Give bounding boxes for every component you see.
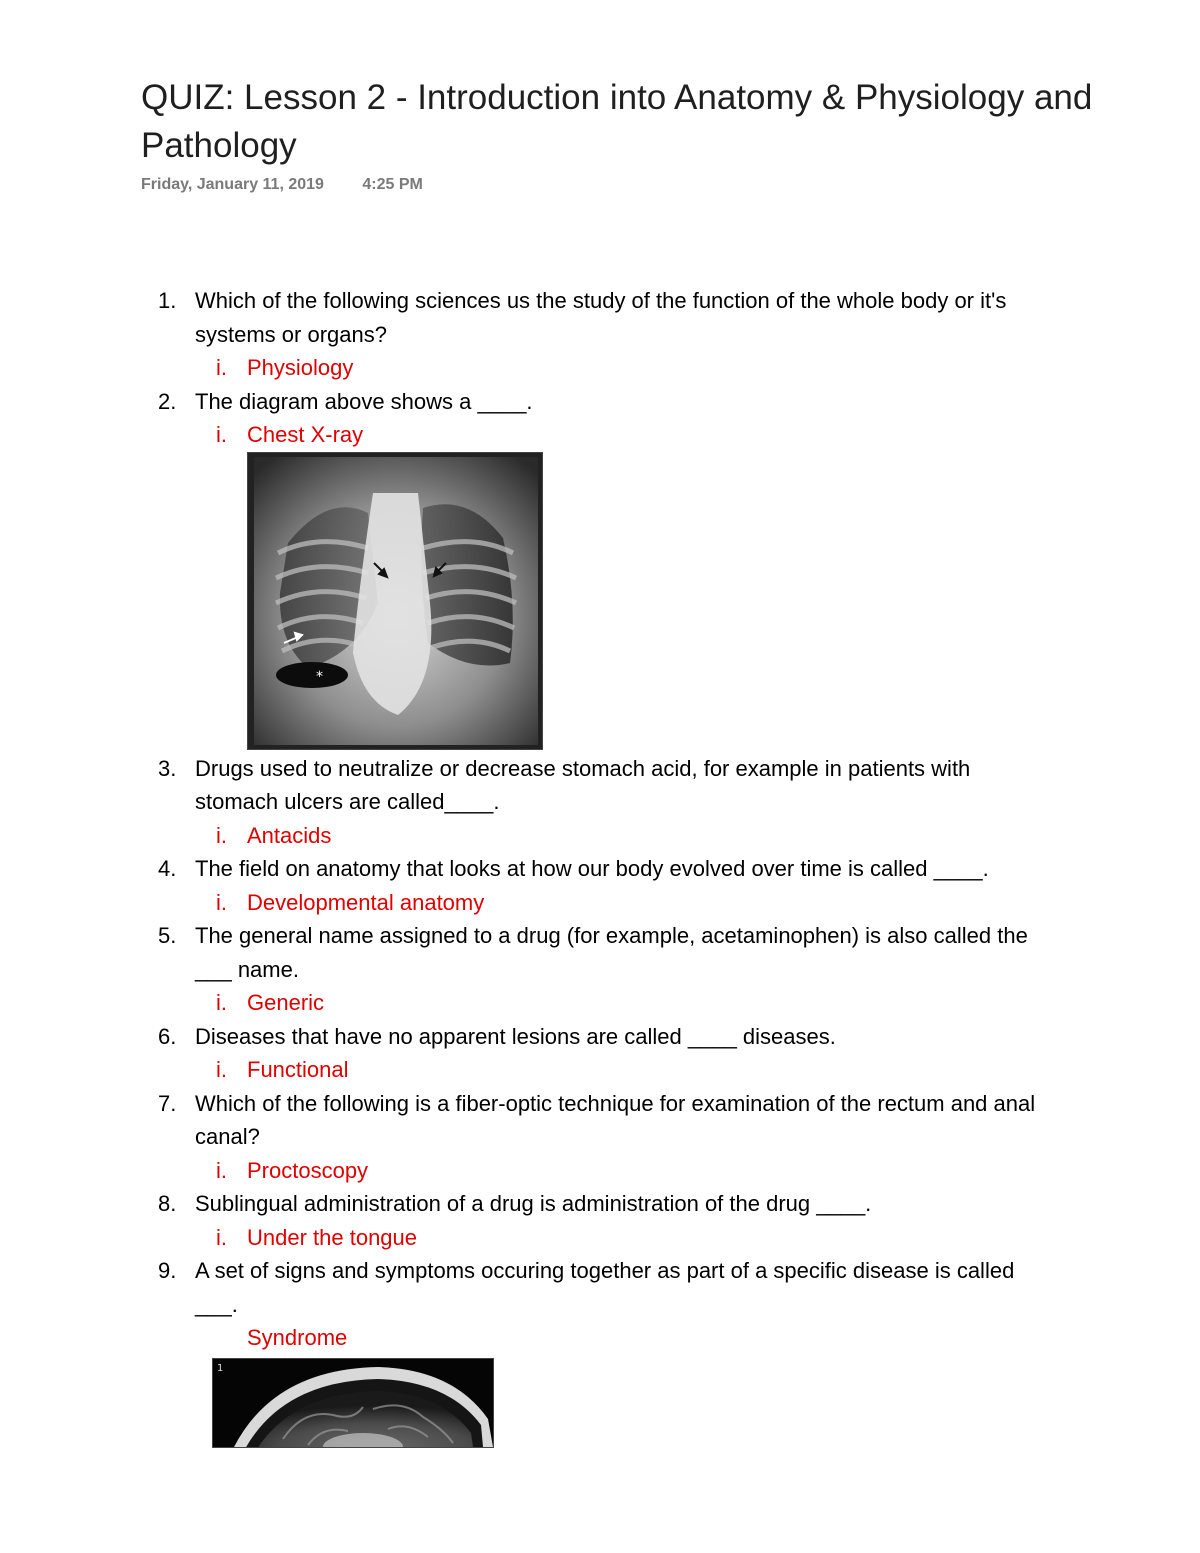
answer-item (0, 886, 1200, 920)
svg-text:*: * (316, 668, 323, 685)
brain-mri-graphic (213, 1359, 493, 1447)
page-title: QUIZ: Lesson 2 - Introduction into Anatomy & Physiology and Pathology (141, 78, 1093, 165)
answer-text: Syndrome (247, 1325, 348, 1350)
answer-text: Chest X-ray (247, 422, 364, 447)
answer-text: Developmental anatomy (247, 889, 485, 915)
question-number: 7. (158, 1090, 177, 1116)
question-item (0, 852, 1200, 886)
question-number: 1. (158, 288, 177, 313)
answer-item (0, 1053, 1200, 1087)
question-number: 5. (158, 923, 177, 948)
answer-item (0, 1221, 1200, 1255)
answer-marker: i. (216, 889, 227, 915)
question-text: The diagram above shows a ____. (195, 388, 533, 414)
page-date: Friday, January 11, 2019 (141, 176, 324, 193)
answer-item (0, 418, 1200, 452)
question-item (0, 752, 1200, 819)
answer-text: Functional (247, 1057, 349, 1082)
answer-item (0, 1321, 1200, 1355)
question-number: 2. (158, 388, 177, 414)
answer-marker: i. (216, 1224, 227, 1250)
answer-text: Under the tongue (247, 1224, 418, 1250)
answer-text: Physiology (247, 355, 354, 380)
answer-marker: i. (216, 990, 227, 1015)
question-item (0, 1254, 1200, 1321)
answer-item (0, 351, 1200, 385)
question-number: 9. (158, 1258, 177, 1283)
brain-mri-image (212, 1358, 494, 1448)
answer-text: Antacids (247, 822, 332, 848)
question-number: 3. (158, 755, 177, 781)
answer-text: Generic (247, 990, 325, 1015)
answer-marker: i. (216, 355, 227, 380)
answer-item (0, 986, 1200, 1020)
question-item (0, 1020, 1200, 1054)
question-item (0, 385, 1200, 419)
answer-marker: i. (216, 822, 227, 848)
page-time: 4:25 PM (362, 176, 423, 193)
question-text: A set of signs and symptoms occuring together as part of a specific disease is called ___. (195, 1258, 1015, 1317)
question-list (0, 284, 1200, 1448)
question-number: 8. (158, 1191, 177, 1216)
answer-text: Proctoscopy (247, 1157, 369, 1183)
answer-item (0, 819, 1200, 853)
answer-marker: i. (216, 1057, 227, 1082)
answer-item (0, 1154, 1200, 1188)
page-meta (141, 176, 423, 194)
question-text: Sublingual administration of a drug is administration of the drug ____. (195, 1191, 872, 1216)
question-item (0, 919, 1200, 986)
question-item (0, 1087, 1200, 1154)
question-text: Diseases that have no apparent lesions are called ____ diseases. (195, 1023, 836, 1049)
question-number: 4. (158, 856, 177, 881)
chest-xray-graphic (248, 453, 542, 749)
mri-label: 1 (217, 1362, 224, 1374)
answer-marker: i. (216, 1157, 227, 1183)
question-text: The field on anatomy that looks at how our body evolved over time is called ____. (195, 856, 989, 881)
question-number: 6. (158, 1023, 177, 1049)
question-text: The general name assigned to a drug (for example, acetaminophen) is also called the ___ name. (195, 923, 1028, 982)
answer-marker: i. (216, 422, 227, 447)
question-text: Which of the following is a fiber-optic technique for examination of the rectum and anal canal? (195, 1090, 1036, 1149)
question-text: Which of the following sciences us the study of the function of the whole body or it's systems or organs? (195, 288, 1007, 347)
question-text: Drugs used to neutralize or decrease stomach acid, for example in patients with stomach ulcers are called____. (195, 755, 971, 814)
question-item (0, 1187, 1200, 1221)
question-item (0, 284, 1200, 351)
chest-xray-image (247, 452, 543, 750)
